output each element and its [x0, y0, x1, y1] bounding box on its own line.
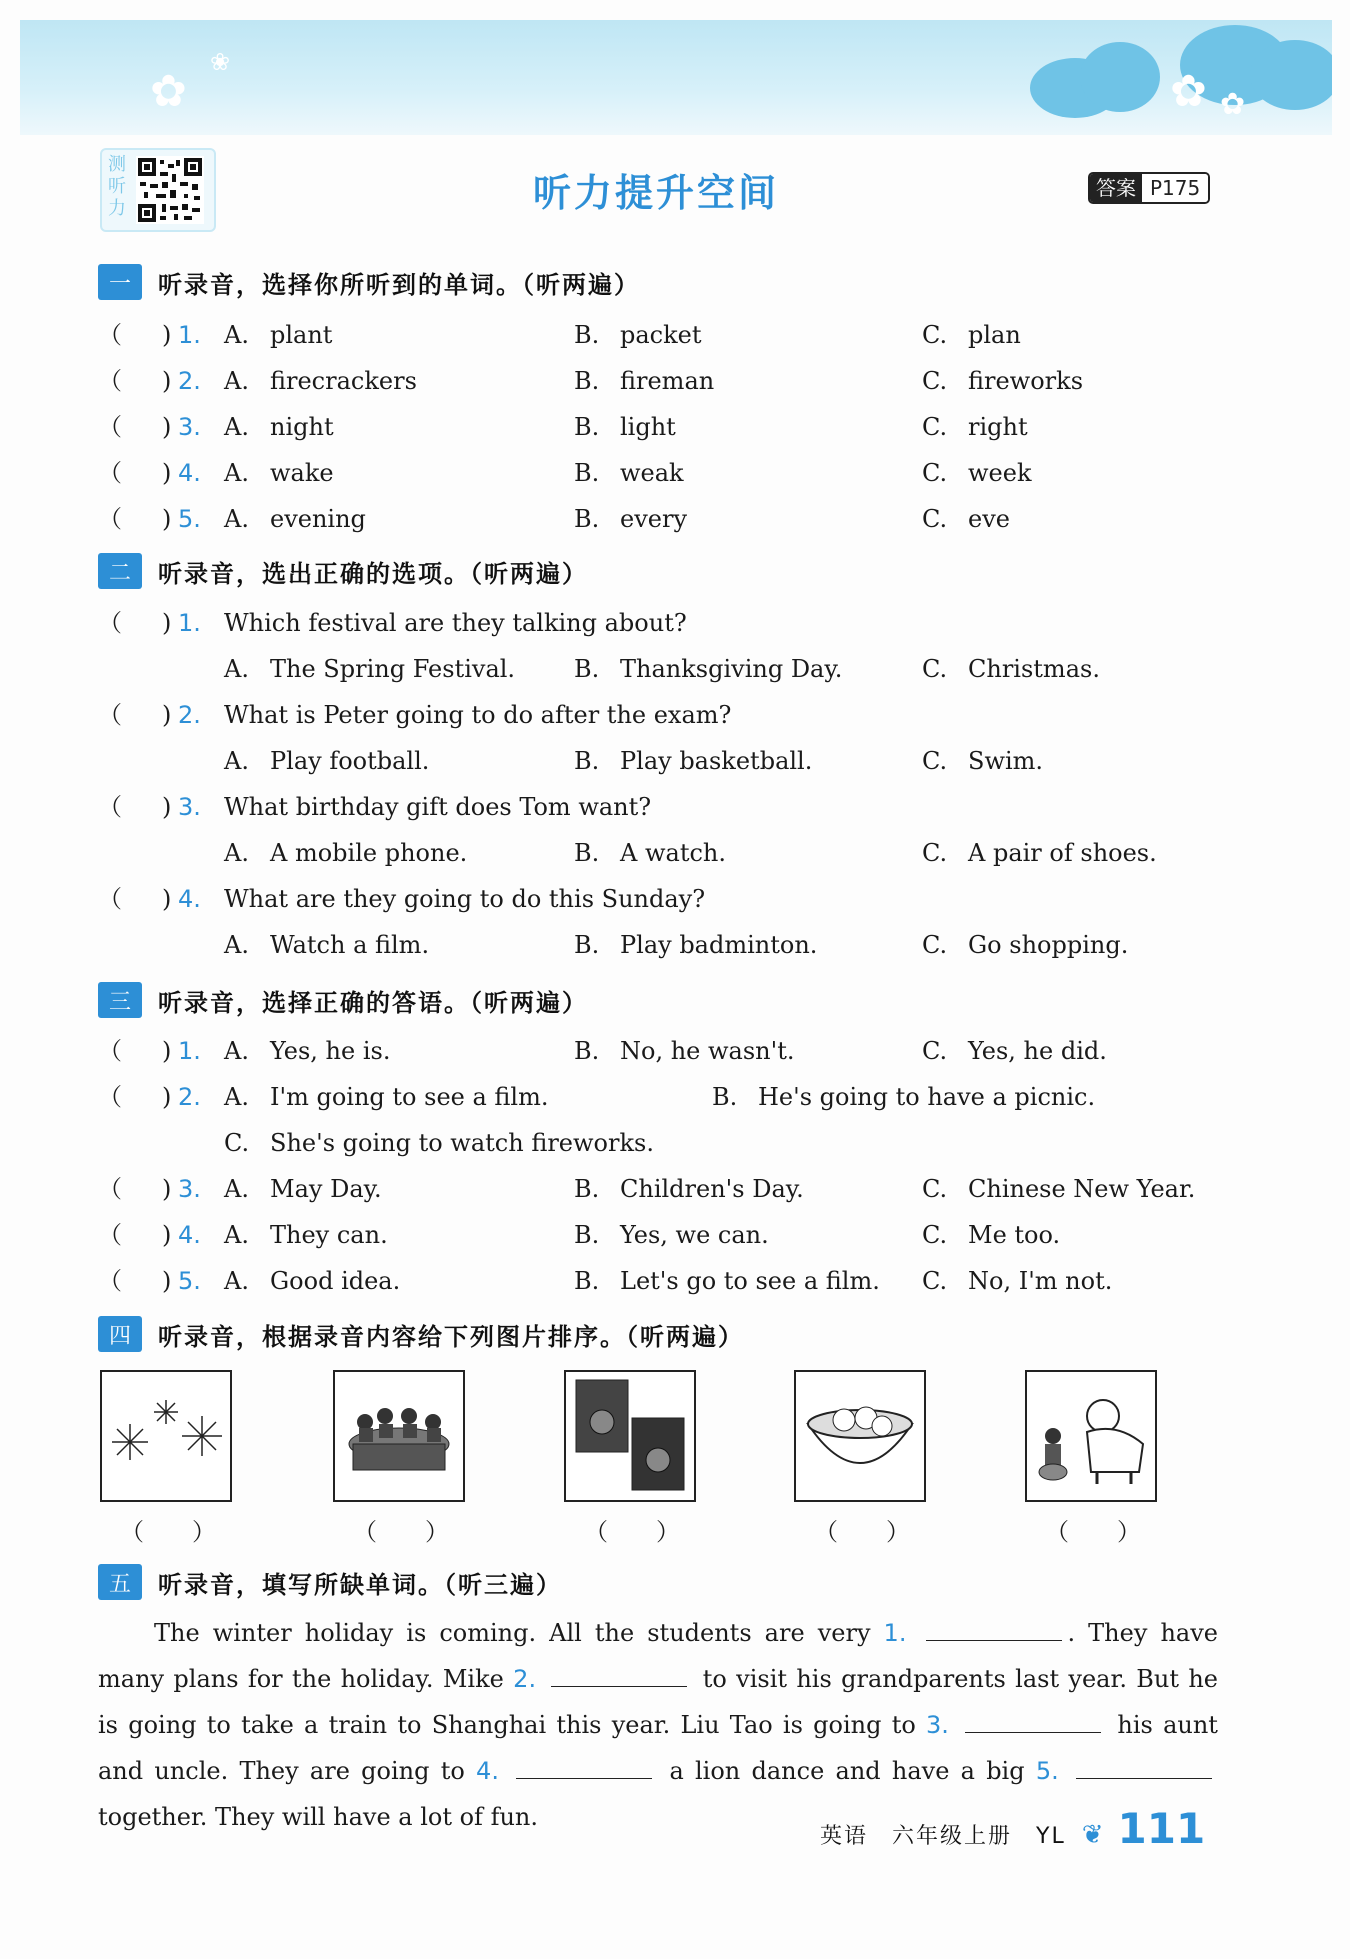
blank-3[interactable]: [965, 1710, 1101, 1733]
blank-4[interactable]: [516, 1756, 652, 1779]
option-letter-b: B.: [574, 1267, 600, 1295]
option-letter-a: A.: [224, 413, 249, 441]
section-instruction: 听录音，根据录音内容给下列图片排序。（听两遍）: [158, 1322, 744, 1351]
answer-paren-3[interactable]: （ ）: [584, 1518, 680, 1546]
question-text: Which festival are they talking about?: [224, 609, 687, 637]
option-a[interactable]: The Spring Festival.: [270, 655, 516, 683]
close-paren: ): [162, 1175, 172, 1203]
option-letter-a: A.: [224, 747, 249, 775]
section-4-heading: [98, 1316, 744, 1352]
option-letter-c: C.: [922, 413, 948, 441]
option-letter-a: A.: [224, 931, 249, 959]
option-letter-b: B.: [574, 655, 600, 683]
option-letter-c: C.: [922, 321, 948, 349]
option-c[interactable]: Go shopping.: [968, 931, 1129, 959]
passage-text: The winter holiday is coming. All the students are very: [154, 1619, 871, 1647]
option-letter-a: A.: [224, 655, 249, 683]
option-letter-a: A.: [224, 1267, 249, 1295]
passage-text: together. They will have a lot of fun.: [98, 1803, 538, 1831]
question-number: 4.: [178, 885, 201, 913]
close-paren: ): [162, 609, 172, 637]
section-badge: 五: [98, 1564, 142, 1600]
option-letter-b: B.: [712, 1083, 738, 1111]
option-b[interactable]: weak: [620, 459, 684, 487]
picture-red-envelopes: [564, 1370, 696, 1502]
picture-tangyuan-bowl: [794, 1370, 926, 1502]
option-b[interactable]: He's going to have a picnic.: [758, 1083, 1096, 1111]
option-b[interactable]: No, he wasn't.: [620, 1037, 795, 1065]
section-3-heading: [98, 982, 588, 1018]
option-letter-c: C.: [922, 655, 948, 683]
page-footer: [820, 1804, 1205, 1853]
option-letter-b: B.: [574, 505, 600, 533]
option-letter-c: C.: [922, 505, 948, 533]
option-c[interactable]: Swim.: [968, 747, 1044, 775]
section-2-heading: [98, 553, 588, 589]
option-b[interactable]: light: [620, 413, 676, 441]
option-a[interactable]: I'm going to see a film.: [270, 1083, 549, 1111]
section-badge: 四: [98, 1316, 142, 1352]
answer-paren-4[interactable]: （ ）: [814, 1518, 910, 1546]
blank-5[interactable]: [1076, 1756, 1212, 1779]
option-b[interactable]: Let's go to see a film.: [620, 1267, 880, 1295]
answer-paren-5[interactable]: （ ）: [1045, 1518, 1141, 1546]
section-badge: 一: [98, 264, 142, 300]
question-number: 5.: [178, 505, 201, 533]
option-letter-a: A.: [224, 459, 249, 487]
option-b[interactable]: every: [620, 505, 687, 533]
option-letter-b: B.: [574, 367, 600, 395]
answer-paren[interactable]: （: [98, 367, 122, 395]
option-letter-c: C.: [922, 747, 948, 775]
option-c[interactable]: eve: [968, 505, 1010, 533]
picture-fireworks: [100, 1370, 232, 1502]
section-badge: 三: [98, 982, 142, 1018]
option-letter-b: B.: [574, 747, 600, 775]
option-letter-b: B.: [574, 839, 600, 867]
option-b[interactable]: Thanksgiving Day.: [620, 655, 843, 683]
answer-paren[interactable]: （: [98, 885, 122, 913]
question-number: 1.: [178, 609, 201, 637]
flower-icon: ✿: [150, 66, 187, 117]
option-letter-b: B.: [574, 321, 600, 349]
blank-2[interactable]: [551, 1664, 687, 1687]
option-c[interactable]: A pair of shoes.: [968, 839, 1157, 867]
question-number: 3.: [178, 793, 201, 821]
option-c[interactable]: week: [968, 459, 1032, 487]
answer-paren[interactable]: （: [98, 459, 122, 487]
answer-paren[interactable]: （: [98, 609, 122, 637]
answer-paren[interactable]: （: [98, 505, 122, 533]
option-b[interactable]: Play badminton.: [620, 931, 818, 959]
question-number: 1.: [178, 321, 201, 349]
option-b[interactable]: A watch.: [620, 839, 726, 867]
passage-text: his aunt and uncle. They are going to: [98, 1711, 1218, 1785]
close-paren: ): [162, 413, 172, 441]
answer-paren[interactable]: （: [98, 1083, 122, 1111]
answer-paren[interactable]: （: [98, 793, 122, 821]
flower-icon: ✿: [1220, 87, 1246, 122]
option-letter-c: C.: [922, 839, 948, 867]
answer-paren[interactable]: （: [98, 1267, 122, 1295]
option-letter-a: A.: [224, 1037, 249, 1065]
option-b[interactable]: Yes, we can.: [620, 1221, 769, 1249]
option-letter-c: C.: [922, 1267, 948, 1295]
option-letter-a: A.: [224, 321, 249, 349]
question-number: 1.: [178, 1037, 201, 1065]
section-instruction: 听录音，填写所缺单词。（听三遍）: [158, 1570, 562, 1599]
question-number: 2.: [178, 1083, 201, 1111]
option-c[interactable]: Yes, he did.: [968, 1037, 1107, 1065]
close-paren: ): [162, 885, 172, 913]
option-c[interactable]: No, I'm not.: [968, 1267, 1113, 1295]
option-letter-b: B.: [574, 1221, 600, 1249]
answer-reference: [1088, 172, 1210, 204]
section-instruction: 听录音，选择正确的答语。（听两遍）: [158, 988, 588, 1017]
blank-1[interactable]: [926, 1618, 1062, 1641]
option-letter-a: A.: [224, 1221, 249, 1249]
option-a[interactable]: Good idea.: [270, 1267, 401, 1295]
question-number: 3.: [178, 1175, 201, 1203]
option-a[interactable]: evening: [270, 505, 366, 533]
question-number: 5.: [178, 1267, 201, 1295]
option-letter-b: B.: [574, 1175, 600, 1203]
option-a[interactable]: May Day.: [270, 1175, 382, 1203]
option-c[interactable]: right: [968, 413, 1028, 441]
option-letter-c: C.: [922, 1175, 948, 1203]
blank-number: 5.: [1035, 1757, 1059, 1785]
option-letter-c: C.: [922, 459, 948, 487]
page-title: 听力提升空间: [532, 171, 779, 215]
option-c[interactable]: Christmas.: [968, 655, 1100, 683]
close-paren: ): [162, 793, 172, 821]
option-letter-b: B.: [574, 459, 600, 487]
option-letter-b: B.: [574, 931, 600, 959]
answer-paren[interactable]: （: [98, 1175, 122, 1203]
passage-text: to visit his grandparents last year. But he is going to take a train to Shanghai this year. Liu Tao is going to: [98, 1665, 1218, 1739]
close-paren: ): [162, 505, 172, 533]
option-letter-b: B.: [574, 413, 600, 441]
question-number: 2.: [178, 367, 201, 395]
answer-label: 答案: [1090, 174, 1142, 202]
question-number: 2.: [178, 701, 201, 729]
answer-paren[interactable]: （: [98, 321, 122, 349]
close-paren: ): [162, 1083, 172, 1111]
option-letter-a: A.: [224, 1083, 249, 1111]
option-a[interactable]: wake: [270, 459, 334, 487]
blank-number: 4.: [476, 1757, 499, 1785]
option-letter-a: A.: [224, 1175, 249, 1203]
answer-paren[interactable]: （: [98, 1221, 122, 1249]
option-a[interactable]: firecrackers: [270, 367, 417, 395]
option-b[interactable]: packet: [620, 321, 702, 349]
option-c[interactable]: Chinese New Year.: [968, 1175, 1196, 1203]
answer-paren-2[interactable]: （ ）: [353, 1518, 449, 1546]
close-paren: ): [162, 1037, 172, 1065]
qr-label: 测听力: [108, 154, 126, 219]
flower-icon: ✿: [1170, 66, 1207, 117]
page-number: 111: [1117, 1804, 1206, 1853]
picture-family-dinner: [333, 1370, 465, 1502]
close-paren: ): [162, 1221, 172, 1249]
question-text: What are they going to do this Sunday?: [224, 885, 706, 913]
decorative-banner: [20, 20, 1332, 135]
option-letter-a: A.: [224, 505, 249, 533]
section-5-heading: [98, 1564, 562, 1600]
question-text: What birthday gift does Tom want?: [224, 793, 652, 821]
option-letter-c: C.: [922, 1037, 948, 1065]
option-c[interactable]: Me too.: [968, 1221, 1061, 1249]
answer-page: P175: [1142, 174, 1208, 202]
answer-paren[interactable]: （: [98, 1037, 122, 1065]
passage-text: a lion dance and have a big: [669, 1757, 1025, 1785]
book-info: 英语 六年级上册 YL: [820, 1824, 1066, 1849]
option-letter-c: C.: [922, 931, 948, 959]
option-c[interactable]: fireworks: [968, 367, 1084, 395]
blank-number: 1.: [883, 1619, 907, 1647]
close-paren: ): [162, 1267, 172, 1295]
option-letter-b: B.: [574, 1037, 600, 1065]
blank-number: 2.: [513, 1665, 537, 1693]
question-text: What is Peter going to do after the exam?: [224, 701, 732, 729]
option-letter-c: C.: [224, 1129, 250, 1157]
option-letter-a: A.: [224, 367, 249, 395]
question-number: 3.: [178, 413, 201, 441]
picture-lion-dance: [1025, 1370, 1157, 1502]
section-instruction: 听录音，选择你所听到的单词。（听两遍）: [158, 270, 640, 299]
option-b[interactable]: Play basketball.: [620, 747, 813, 775]
close-paren: ): [162, 321, 172, 349]
section-badge: 二: [98, 553, 142, 589]
leaf-icon: ❦: [1081, 1820, 1104, 1850]
option-b[interactable]: fireman: [620, 367, 715, 395]
option-a[interactable]: Play football.: [270, 747, 430, 775]
option-b[interactable]: Children's Day.: [620, 1175, 804, 1203]
question-number: 4.: [178, 1221, 201, 1249]
close-paren: ): [162, 367, 172, 395]
answer-paren-1[interactable]: （ ）: [120, 1518, 216, 1546]
option-letter-a: A.: [224, 839, 249, 867]
option-letter-c: C.: [922, 367, 948, 395]
blank-number: 3.: [926, 1711, 949, 1739]
close-paren: ): [162, 701, 172, 729]
option-a[interactable]: Yes, he is.: [270, 1037, 391, 1065]
option-a[interactable]: A mobile phone.: [270, 839, 468, 867]
section-instruction: 听录音，选出正确的选项。（听两遍）: [158, 559, 588, 588]
option-c[interactable]: She's going to watch fireworks.: [270, 1129, 654, 1157]
option-a[interactable]: Watch a film.: [270, 931, 430, 959]
answer-paren[interactable]: （: [98, 413, 122, 441]
answer-paren[interactable]: （: [98, 701, 122, 729]
passage-text: . They have many plans for the holiday. Mike: [98, 1619, 1218, 1693]
section-1-heading: [98, 264, 640, 300]
option-letter-c: C.: [922, 1221, 948, 1249]
close-paren: ): [162, 459, 172, 487]
question-number: 4.: [178, 459, 201, 487]
option-a[interactable]: They can.: [270, 1221, 388, 1249]
option-a[interactable]: night: [270, 413, 334, 441]
butterfly-icon: ❀: [210, 48, 231, 76]
option-a[interactable]: plant: [270, 321, 333, 349]
option-c[interactable]: plan: [968, 321, 1021, 349]
